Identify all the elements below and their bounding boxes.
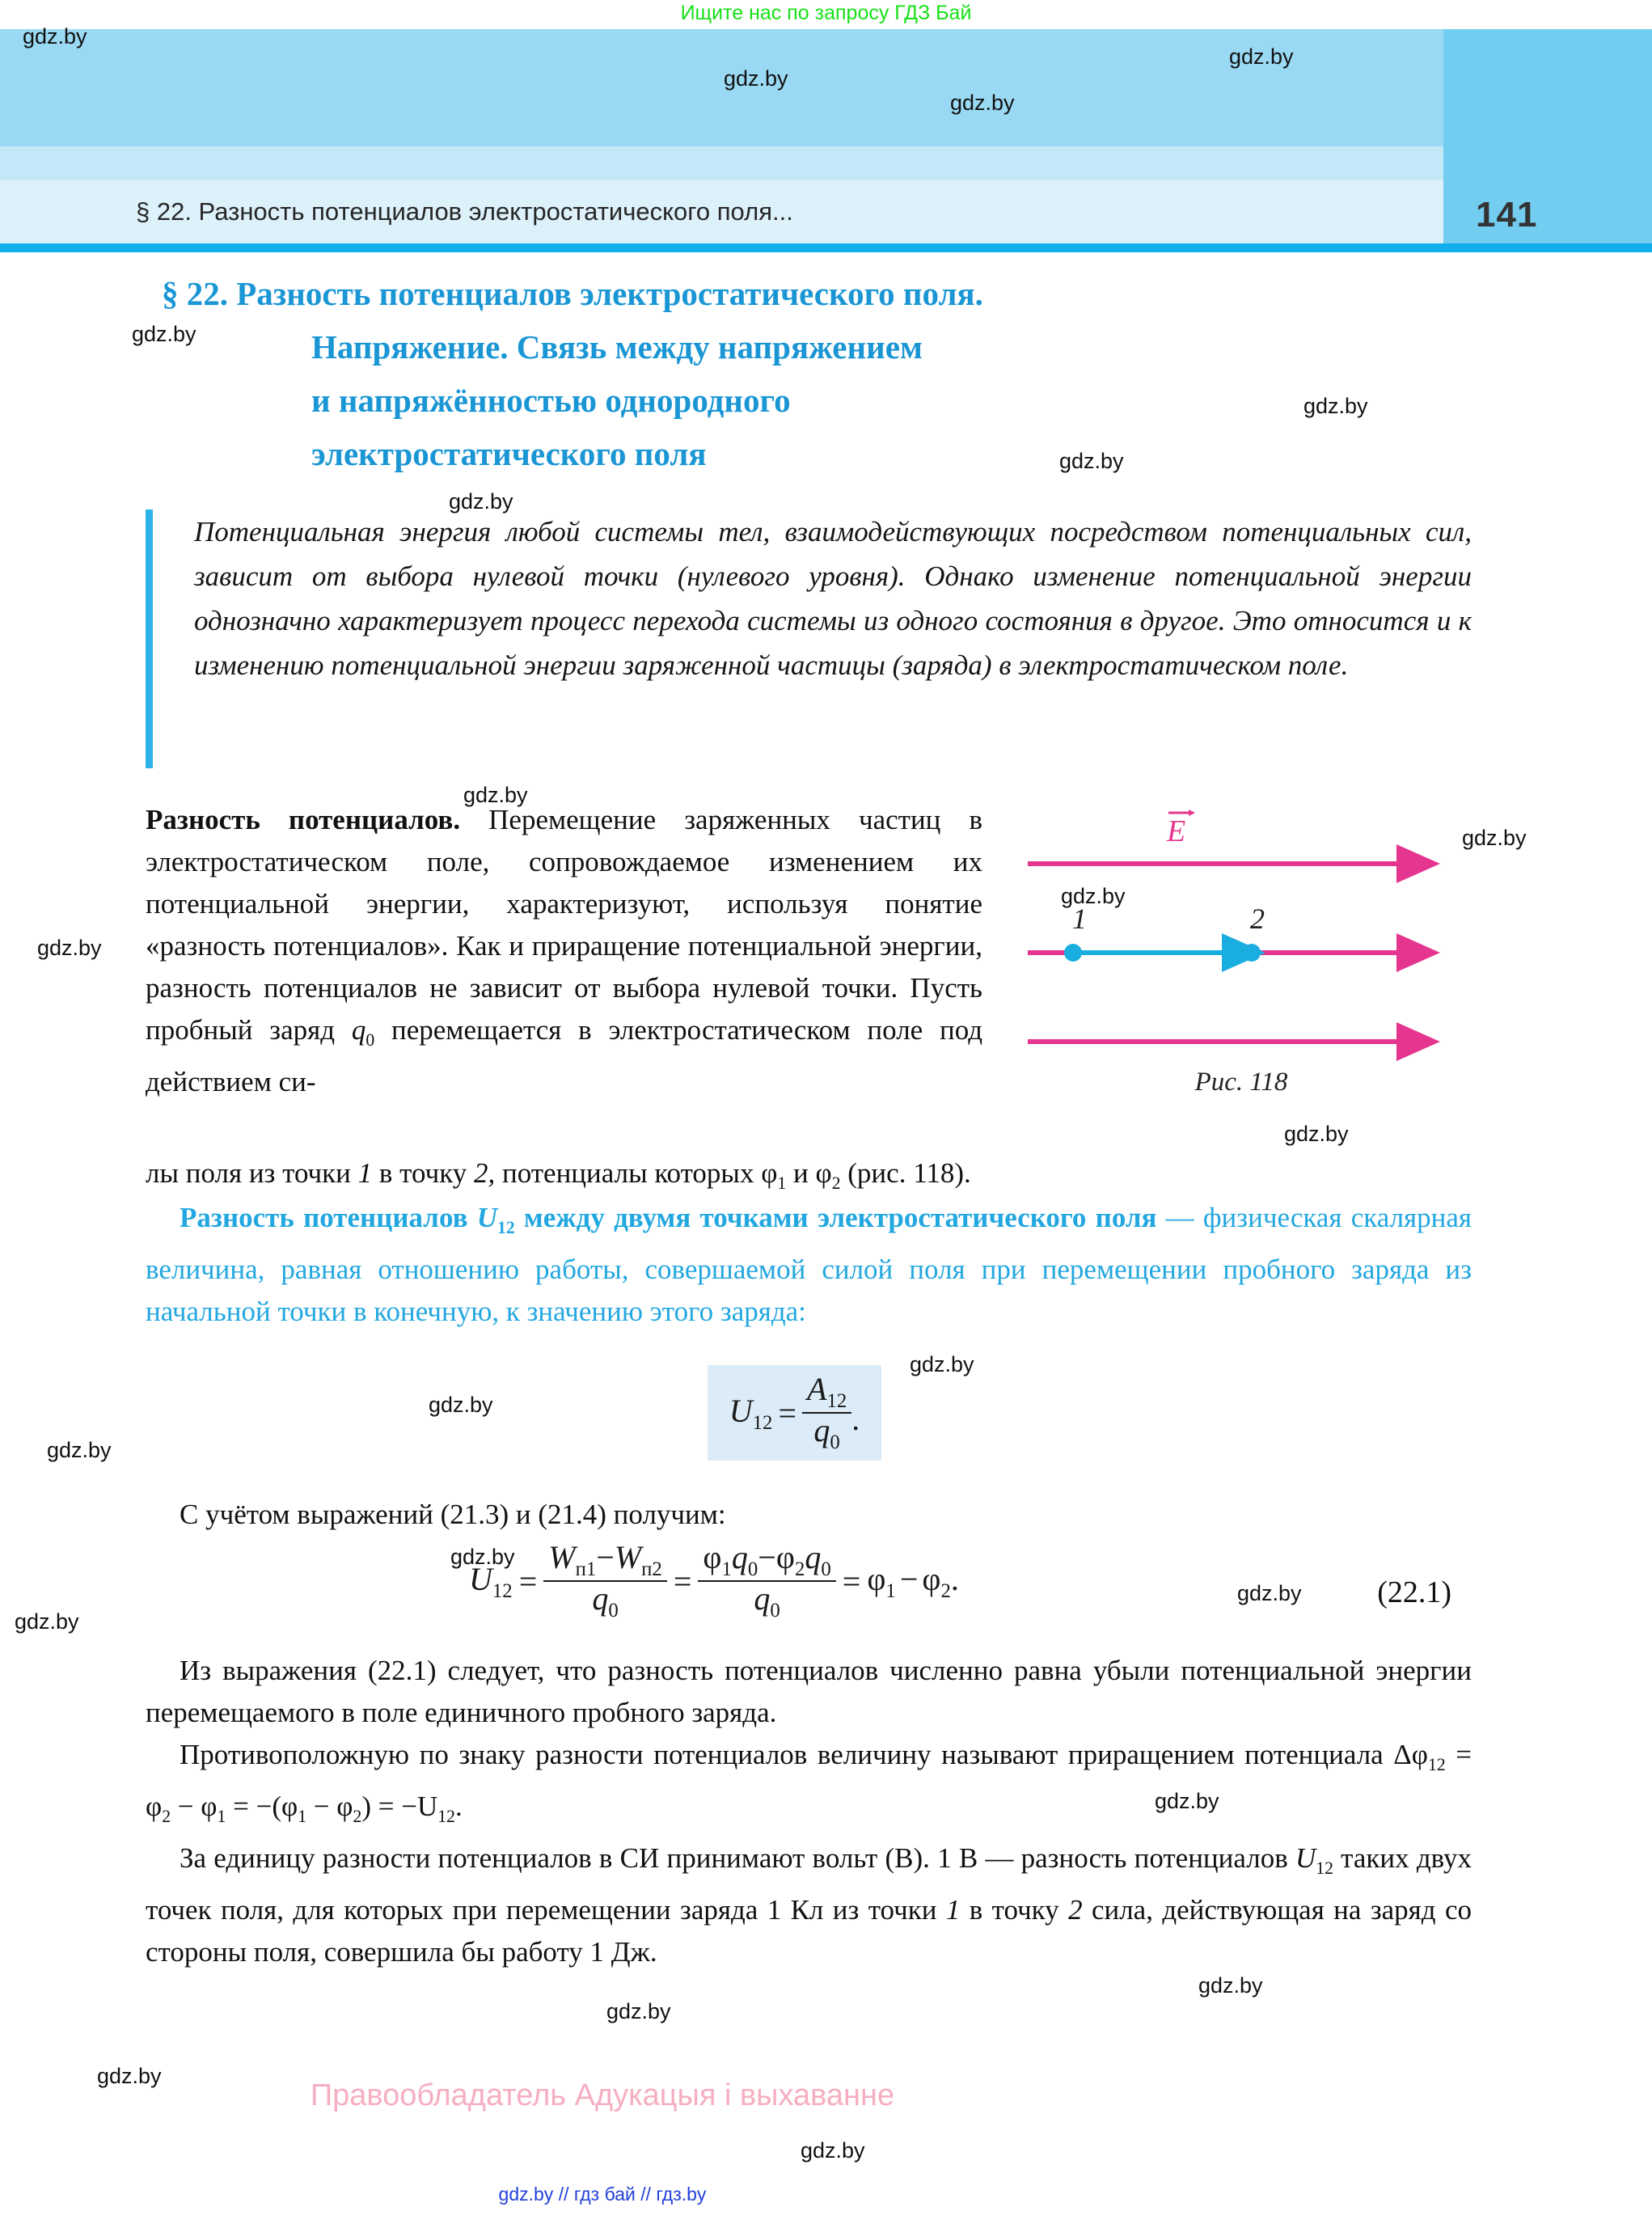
watermark-16: gdz.by (450, 1545, 515, 1569)
point-1-label: 1 (1072, 903, 1087, 935)
page-number-block (1443, 29, 1652, 243)
point-label-1-inline: 1 (357, 1157, 373, 1189)
formula-numerator: $A_{12}$ (807, 1370, 847, 1412)
watermark-9: gdz.by (1462, 826, 1527, 850)
figure-caption: Рис. 118 (1194, 1068, 1288, 1097)
formula-equals: = (778, 1394, 796, 1431)
page-number: 141 (1476, 195, 1538, 235)
formula-lhs: $U_{12}$ (729, 1392, 773, 1434)
watermark-12: gdz.by (1284, 1122, 1349, 1146)
eq221-denominator-1: $q_0$ (543, 1580, 667, 1621)
with-expressions-line: С учётом выражений (21.3) и (21.4) получим: (180, 1499, 726, 1530)
equation-number-22-1: (22.1) (1377, 1575, 1451, 1609)
section-title-line-4: электростатического поля (311, 435, 707, 472)
formula-box-u12 (708, 1365, 881, 1461)
watermark-21: gdz.by (606, 1999, 671, 2023)
symbol-q0: $q_0$ (351, 1014, 375, 1050)
watermark-4: gdz.by (132, 322, 196, 346)
formula-fraction (802, 1372, 851, 1453)
paragraph-1-lead-in: Разность потенциалов. (146, 804, 461, 835)
symbol-U12-para4: $U_{12}$ (1295, 1842, 1333, 1878)
body-paragraph-3: Противоположную по знаку разности потенциалов величину называют приращением потенциала $\Delta\varphi_{12} = \varphi_2 - \varphi_1 = -(\varphi_1 - \varphi_2) = -U_{12}$. (146, 1739, 1472, 1826)
point-2-label: 2 (1250, 903, 1265, 935)
header-band-mid (0, 146, 1443, 180)
watermark-13: gdz.by (910, 1352, 974, 1376)
eq221-equals-2: = (673, 1562, 692, 1600)
point-label-1-para4: 1 (945, 1894, 961, 1926)
eq221-denominator-2: $q_0$ (698, 1580, 835, 1621)
point-label-2-inline: 2, (473, 1157, 496, 1189)
definition-paragraph (146, 1197, 1472, 1333)
running-head: § 22. Разность потенциалов электростатического поля... (136, 197, 793, 226)
eq221-lhs: $U_{12}$ (469, 1560, 513, 1602)
figure-118 (1015, 809, 1468, 1124)
body-paragraph-1-wrap-line: лы поля из точки 1 в точку 2, потенциалы которых $\varphi_1$ и $\varphi_2$ (рис. 118). (146, 1157, 971, 1193)
field-vector-label: E (1167, 814, 1186, 848)
body-lower (146, 1650, 1472, 1973)
intro-callout-accent-bar (146, 509, 153, 768)
promo-banner-text: Ищите нас по запросу ГДЗ Бай (680, 2, 972, 24)
intro-callout (146, 509, 1472, 687)
watermark-2: gdz.by (724, 66, 788, 91)
watermark-0: gdz.by (23, 24, 87, 49)
body-paragraph-2: Из выражения (22.1) следует, что разность потенциалов численно равна убыли потенциальной энергии перемещаемого в поле единичного пробного заряда. (146, 1655, 1472, 1728)
section-title-line-2: Напряжение. Связь между напряжением (311, 328, 923, 366)
promo-banner (0, 0, 1652, 29)
watermark-22: gdz.by (97, 2064, 162, 2088)
figure-118-svg (1015, 809, 1468, 1068)
equation-22-1 (146, 1541, 1472, 1646)
watermark-17: gdz.by (1237, 1581, 1302, 1605)
point-2-dot (1243, 944, 1261, 962)
eq221-equals-1: = (518, 1562, 538, 1600)
section-title-line-3: и напряжённостью однородного (311, 382, 791, 419)
field-vector-arrow-head (1189, 810, 1195, 816)
watermark-19: gdz.by (1155, 1789, 1219, 1813)
section-title (162, 267, 1375, 480)
definition-term: Разность потенциалов $U_{12}$ между двумя точками электростатического поля (180, 1202, 1157, 1237)
watermark-1: gdz.by (1229, 44, 1294, 69)
eq221-numerator-1: $W_{п1}-W_{п2}$ (548, 1539, 662, 1580)
eq221-numerator-2: $\varphi_1q_0-\varphi_2q_0$ (703, 1539, 831, 1580)
section-title-line-1: § 22. Разность потенциалов электростатического поля. (162, 275, 983, 312)
footer-links[interactable]: gdz.by // гдз бай // гдз.by (498, 2184, 707, 2205)
header-rule (0, 243, 1652, 252)
paragraph-1-text: Перемещение заряженных частиц в электростатическом поле, сопровождаемое изменением их потенциальной энергии, характеризуют, используя понятие «разность потенциалов». Как и приращение потенциальной энергии, разность потенциалов не зависит от выбора нулевой точки. Пусть пробный заряд (146, 804, 983, 1046)
point-1-dot (1064, 944, 1082, 962)
eq221-rhs: $\varphi_1 - \varphi_2$. (867, 1560, 959, 1602)
copyright-line: Правообладатель Адукацыя і выхаванне (310, 2078, 895, 2112)
paragraph-1-tail: перемещается в электростатическом поле под действием си- (146, 1014, 983, 1097)
watermark-11: gdz.by (37, 936, 102, 960)
eq221-equals-3: = (842, 1562, 861, 1600)
eq221-fraction-2 (698, 1541, 835, 1621)
watermark-14: gdz.by (429, 1393, 493, 1417)
watermark-18: gdz.by (15, 1609, 79, 1634)
symbol-U12-definition: $U_{12}$ (476, 1202, 515, 1237)
page-header (0, 29, 1652, 243)
definition-text: — физическая скалярная величина, равная отношению работы, совершаемой силой поля при перемещении пробного заряда из начальной точки в конечную, к значению этого заряда: (146, 1202, 1472, 1327)
watermark-6: gdz.by (1059, 449, 1124, 473)
point-label-2-para4: 2 (1068, 1894, 1083, 1926)
body-paragraph-1 (146, 799, 982, 1103)
eq221-fraction-1 (543, 1541, 667, 1621)
header-band-dark (0, 29, 1443, 146)
watermark-15: gdz.by (47, 1438, 112, 1462)
watermark-23: gdz.by (801, 2138, 865, 2163)
watermark-20: gdz.by (1198, 1973, 1263, 1998)
watermark-5: gdz.by (1303, 394, 1368, 418)
intro-callout-text: Потенциальная энергия любой системы тел, взаимодействующих посредством потенциальных сил, зависит от выбора нулевой точки (нулевого уровня). Однако изменение потенциальной энергии однозначно характеризует процесс перехода системы из одного состояния в другое. Это относится и к изменению потенциальной энергии заряженной частицы (заряда) в электростатическом поле. (194, 516, 1472, 681)
body-paragraph-4: За единицу разности потенциалов в СИ принимают вольт (В). 1 В — разность потенциалов $U_{12}$ таких двух точек поля, для которых при перемещении заряда 1 Кл из точки 1 в точку 2 сила, действующая на заряд со стороны поля, совершила бы работу 1 Дж. (146, 1842, 1472, 1968)
watermark-10: gdz.by (1061, 884, 1126, 908)
formula-period: . (851, 1400, 860, 1437)
watermark-3: gdz.by (950, 91, 1015, 115)
formula-denominator: $q_0$ (802, 1412, 851, 1453)
watermark-8: gdz.by (463, 783, 528, 807)
watermark-7: gdz.by (449, 489, 513, 514)
